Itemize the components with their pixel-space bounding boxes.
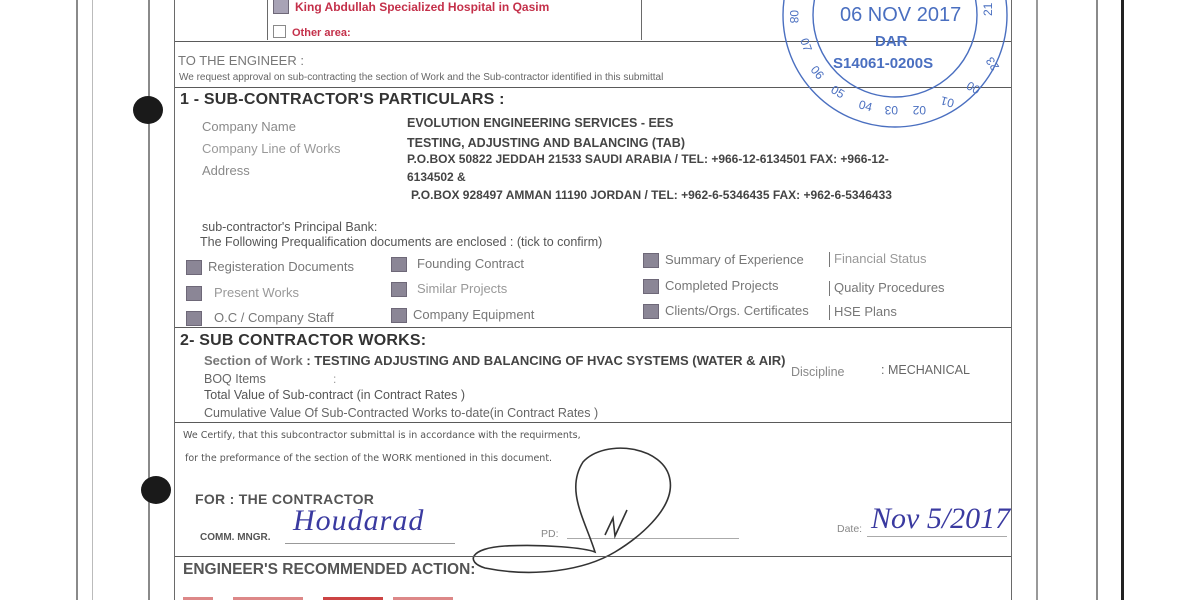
doc-item-hse-plans[interactable]: HSE Plans [829, 304, 897, 320]
checkbox-checked[interactable] [643, 279, 659, 294]
cumulative-value-label: Cumulative Value Of Sub-Contracted Works to-date(in Contract Rates ) [204, 406, 599, 420]
svg-text:00: 00 [964, 78, 983, 98]
location-divider [267, 0, 268, 40]
location-option-other[interactable]: Other area: [273, 23, 351, 41]
divider [175, 327, 1011, 328]
location-option-kasch[interactable]: King Abdullah Specialized Hospital in Qasim [273, 0, 549, 16]
location-divider [641, 0, 642, 40]
checkbox-checked[interactable] [273, 0, 289, 14]
discipline-value: : MECHANICAL [881, 363, 970, 377]
checkbox-checked[interactable] [186, 286, 202, 301]
divider [175, 556, 1011, 557]
boq-items-value: : [333, 372, 337, 386]
field-separator [829, 281, 830, 296]
doc-item-founding-contract[interactable]: Founding Contract [391, 256, 524, 272]
stamp-ref: S14061-0200S [833, 55, 934, 72]
svg-text:06: 06 [807, 62, 828, 83]
stamp-org: DAR [875, 33, 908, 50]
doc-item-completed-projects[interactable]: Completed Projects [643, 278, 778, 294]
doc-item-summary-experience[interactable]: Summary of Experience [643, 252, 804, 268]
comm-mngr-signature-line [285, 543, 455, 544]
doc-item-oc-company-staff[interactable]: O.C / Company Staff [186, 310, 334, 326]
pd-label: PD: [541, 528, 559, 540]
svg-text:23: 23 [982, 54, 1003, 74]
field-separator [829, 252, 830, 267]
line-of-works-value: TESTING, ADJUSTING AND BALANCING (TAB) [407, 136, 685, 150]
section2-heading: 2- SUB CONTRACTOR WORKS: [180, 332, 427, 349]
for-contractor-label: FOR : THE CONTRACTOR [195, 491, 375, 507]
section-of-work-row [204, 353, 785, 368]
section-of-work-label: Section of Work [204, 353, 303, 368]
doc-item-similar-projects[interactable]: Similar Projects [391, 281, 507, 297]
stamp-date: 06 NOV 2017 [840, 4, 962, 26]
svg-text:03: 03 [884, 103, 898, 117]
scan-margin-line [76, 0, 78, 600]
checkbox-checked[interactable] [186, 311, 202, 326]
engineer-action-heading: ENGINEER'S RECOMMENDED ACTION: [183, 561, 476, 578]
address-line-2: 6134502 & [407, 170, 466, 184]
doc-item-registration[interactable]: Registeration Documents [186, 259, 354, 275]
doc-item-present-works[interactable]: Present Works [186, 285, 299, 301]
total-value-label: Total Value of Sub-contract (in Contract Rates ) [204, 388, 465, 402]
certification-line-1: We Certify, that this subcontractor submittal is in accordance with the requirments, [183, 430, 581, 441]
engineer-action-redtext-partial [183, 592, 463, 600]
boq-items-label: BOQ Items [204, 372, 266, 386]
doc-item-company-equipment[interactable]: Company Equipment [391, 307, 534, 323]
certification-line-2: for the preformance of the section of the WORK mentioned in this document. [185, 453, 553, 464]
date-line [867, 536, 1007, 537]
checkbox-checked[interactable] [643, 253, 659, 268]
pd-signature [465, 440, 715, 580]
address-label: Address [202, 163, 250, 178]
doc-item-quality-procedures[interactable]: Quality Procedures [829, 280, 945, 296]
svg-text:08: 08 [787, 10, 801, 24]
divider [175, 422, 1011, 423]
checkbox-checked[interactable] [186, 260, 202, 275]
date-label: Date: [837, 523, 863, 535]
doc-item-clients-certificates[interactable]: Clients/Orgs. Certificates [643, 303, 809, 319]
address-line-3: P.O.BOX 928497 AMMAN 11190 JORDAN / TEL: +962-6-5346435 FAX: +962-6-5346433 [411, 188, 892, 202]
company-name-label: Company Name [202, 119, 296, 134]
scan-margin-line [1096, 0, 1098, 600]
received-date-stamp [780, 0, 1010, 135]
address-line-1: P.O.BOX 50822 JEDDAH 21533 SAUDI ARABIA / TEL: +966-12-6134501 FAX: +966-12- [407, 152, 889, 166]
date-handwritten-value: Nov 5/2017 [871, 502, 1011, 535]
section-of-work-value: : TESTING ADJUSTING AND BALANCING OF HVAC SYSTEMS (WATER & AIR) [306, 353, 786, 368]
svg-text:02: 02 [912, 103, 926, 117]
checkbox-checked[interactable] [643, 304, 659, 319]
company-name-value: EVOLUTION ENGINEERING SERVICES - EES [407, 116, 674, 130]
punch-hole-mark [141, 476, 171, 504]
checkbox-checked[interactable] [391, 282, 407, 297]
checkbox-unchecked[interactable] [273, 25, 286, 38]
checkbox-checked[interactable] [391, 257, 407, 272]
svg-text:05: 05 [828, 82, 848, 102]
svg-text:07: 07 [797, 36, 815, 54]
checkbox-checked[interactable] [391, 308, 407, 323]
scan-margin-line [148, 0, 150, 600]
comm-mngr-label: COMM. MNGR. [200, 532, 271, 543]
scan-margin-line [92, 0, 93, 600]
scan-margin-line [1121, 0, 1124, 600]
svg-text:01: 01 [939, 93, 956, 111]
comm-mngr-signature: Houdarad [293, 504, 425, 537]
field-separator [829, 305, 830, 320]
section1-heading: 1 - SUB-CONTRACTOR'S PARTICULARS : [180, 91, 505, 108]
principal-bank-label: sub-contractor's Principal Bank: [202, 220, 378, 234]
prequalification-note: The Following Prequalification documents are enclosed : (tick to confirm) [200, 235, 603, 249]
line-of-works-label: Company Line of Works [202, 141, 341, 156]
doc-item-financial-status[interactable]: Financial Status [829, 251, 927, 267]
svg-text:21: 21 [981, 2, 995, 16]
to-engineer-heading: TO THE ENGINEER : [178, 53, 304, 68]
to-engineer-request: We request approval on sub-contracting the section of Work and the Sub-contractor identified in this submittal [179, 72, 664, 83]
svg-text:04: 04 [857, 97, 874, 115]
scan-margin-line [1036, 0, 1038, 600]
discipline-label: Discipline [791, 365, 845, 379]
punch-hole-mark [133, 96, 163, 124]
